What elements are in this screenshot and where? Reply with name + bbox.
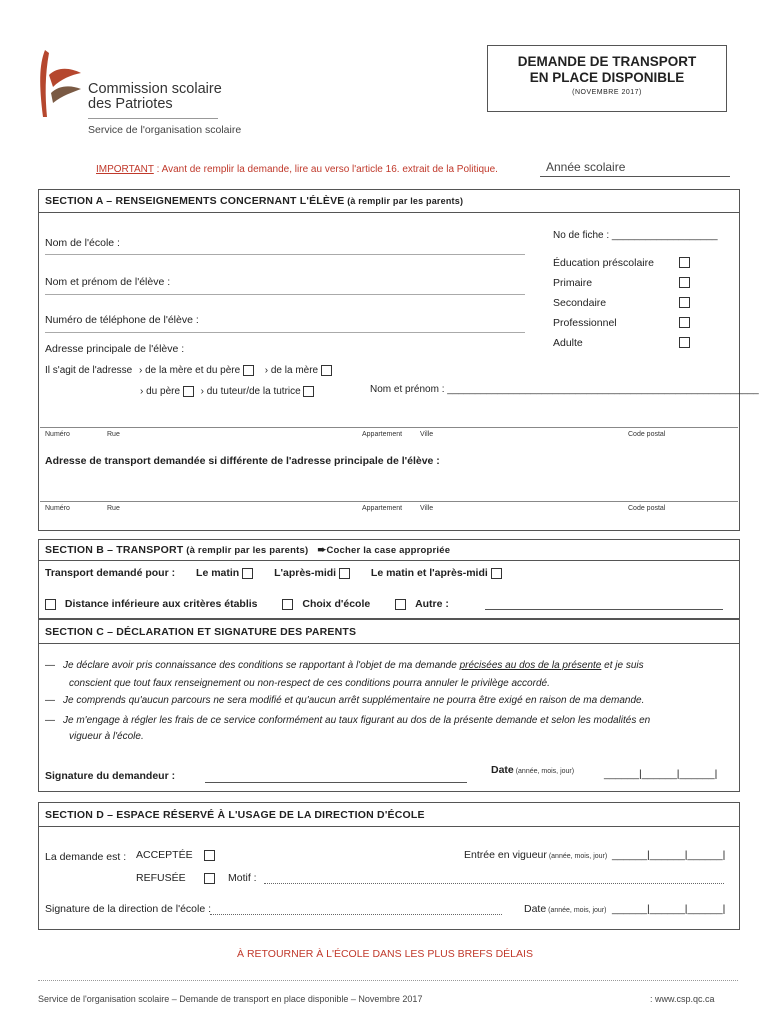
opt-morning: Le matin [196,567,240,579]
transport-requested-row: Transport demandé pour : Le matin L'après-midi Le matin et l'après-midi [45,567,502,579]
important-note [96,164,498,175]
section-b-title: SECTION B – TRANSPORT (à remplir par les parents) ➨Cocher la case appropriée [45,544,451,556]
reason-school-choice: Choix d'école [302,598,371,610]
date-field-c[interactable]: ______|______|______| [604,768,718,780]
addr2-col-apt: Appartement [362,505,403,512]
director-signature-field[interactable] [210,914,502,915]
org-service: Service de l'organisation scolaire [88,124,242,136]
address-label: Adresse principale de l'élève : [45,343,185,355]
addr2-col-number: Numéro [45,505,70,512]
opt-both: Le matin et l'après-midi [370,567,488,579]
checkbox-mother[interactable] [321,365,332,376]
level-primary[interactable]: Primaire [553,277,693,289]
level-preschool[interactable]: Éducation préscolaire [553,257,693,269]
addr-col-postal: Code postal [628,431,666,438]
signature-field[interactable] [205,782,467,783]
footer-left: Service de l'organisation scolaire – Demande de transport en place disponible – Novembre 2017 [38,994,423,1004]
logo-mark-icon [35,45,83,120]
school-year-label: Année scolaire [546,160,626,174]
opt-mother-father: de la mère et du père [145,365,241,377]
signature-label: Signature du demandeur : [45,770,176,782]
phone-label: Numéro de téléphone de l'élève : [45,314,199,326]
important-text: : Avant de remplir la demande, lire au verso l'article 16. extrait de la Politique. [153,164,498,175]
file-number[interactable]: No de fiche : ___________________ [553,230,718,241]
opt-afternoon: L'après-midi [274,567,337,579]
checkbox-accepted[interactable] [204,850,215,861]
parent-name-field[interactable]: Nom et prénom : ________________________________________________________ [370,384,759,395]
declaration-1: — Je déclare avoir pris connaissance des conditions se rapportant à l'objet de ma demande précisées au dos de la présente et je suis conscient que tout faux renseignement ou non-respect de ces conditions pourra annuler le privilège accordé. [45,660,644,689]
transport-address-label: Adresse de transport demandée si différente de l'adresse principale de l'élève : [45,455,440,467]
hand-pointer-icon: ➨ [317,544,327,556]
effective-date-field[interactable]: ______|______|______| [612,849,726,861]
phone-field[interactable] [45,332,525,333]
addr2-col-city: Ville [420,505,434,512]
addr-col-number: Numéro [45,431,70,438]
level-secondary[interactable]: Secondaire [553,297,693,309]
other-reason-field[interactable] [485,609,723,610]
addr-col-apt: Appartement [362,431,403,438]
date-label-d: Date (année, mois, jour) [524,903,607,915]
checkbox[interactable] [679,317,690,328]
level-professional[interactable]: Professionnel [553,317,693,329]
reason-label: Motif : [228,872,257,884]
checkbox-refused[interactable] [204,873,215,884]
checkbox-father[interactable] [183,386,194,397]
request-is-label: La demande est : [45,851,127,863]
checkbox-distance[interactable] [45,599,56,610]
refused-label: REFUSÉE [136,872,186,884]
reason-field[interactable] [264,883,724,884]
school-year-field[interactable] [540,176,730,177]
checkbox-other[interactable] [395,599,406,610]
checkbox[interactable] [679,297,690,308]
title-line2: EN PLACE DISPONIBLE [529,70,685,85]
opt-father: du père [146,386,181,398]
return-note: À RETOURNER À L'ÉCOLE DANS LES PLUS BREFS DÉLAIS [237,948,533,960]
checkbox[interactable] [679,337,690,348]
school-name-label: Nom de l'école : [45,237,120,249]
student-name-label: Nom et prénom de l'élève : [45,276,171,288]
bullet-dash-icon: — [45,660,55,671]
date-field-d[interactable]: ______|______|______| [612,903,726,915]
bullet-dash-icon: — [45,715,55,726]
address-of-row: Il s'agit de l'adresse › de la mère et du père › de la mère [45,365,332,376]
checkbox-mother-father[interactable] [243,365,254,376]
effective-date-label: Entrée en vigueur (année, mois, jour) [464,849,608,861]
title-box [487,45,727,112]
student-name-field[interactable] [45,294,525,295]
opt-guardian: du tuteur/de la tutrice [206,386,301,398]
reason-distance: Distance inférieure aux critères établis [64,598,258,610]
title-date: (NOVEMBRE 2017) [572,89,642,96]
school-name-field[interactable] [45,254,525,255]
addr2-col-postal: Code postal [628,505,666,512]
important-label: IMPORTANT [96,164,154,175]
checkbox-afternoon[interactable] [339,568,350,579]
section-a-title: SECTION A – RENSEIGNEMENTS CONCERNANT L'ÉLÈVE (à remplir par les parents) [45,195,464,207]
org-name [88,82,222,112]
logo [35,45,83,120]
checkbox-guardian[interactable] [303,386,314,397]
section-d-title: SECTION D – ESPACE RÉSERVÉ À L'USAGE DE LA DIRECTION D'ÉCOLE [45,809,425,821]
reasons-row [45,598,449,610]
footer-website[interactable]: : www.csp.qc.ca [650,994,715,1004]
addr-col-street: Rue [107,431,120,438]
org-line1: Commission scolaire [88,81,222,97]
title-line1: DEMANDE DE TRANSPORT [517,54,697,69]
checkbox-both[interactable] [491,568,502,579]
addr-col-city: Ville [420,431,434,438]
level-adult[interactable]: Adulte [553,337,693,349]
director-signature-label: Signature de la direction de l'école : [45,903,212,915]
section-c-title: SECTION C – DÉCLARATION ET SIGNATURE DES PARENTS [45,626,357,638]
opt-mother: de la mère [270,365,319,377]
address-of-row2: › du père › du tuteur/de la tutrice [140,386,314,397]
checkbox[interactable] [679,277,690,288]
checkbox-school-choice[interactable] [282,599,293,610]
bullet-dash-icon: — [45,695,55,706]
checkbox-morning[interactable] [242,568,253,579]
declaration-3: — Je m'engage à régler les frais de ce service conformément au taux figurant au dos de la présente demande et selon les modalités en vigueur à l'école. [45,715,651,742]
checkbox[interactable] [679,257,690,268]
reason-other: Autre : [415,598,449,610]
accepted-label: ACCEPTÉE [136,849,193,861]
org-line2: des Patriotes [88,96,173,112]
date-label-c: Date (année, mois, jour) [491,764,575,776]
declaration-2: — Je comprends qu'aucun parcours ne sera modifié et qu'aucun arrêt supplémentaire ne pourra être exigé en raison de ma demande. [45,695,645,706]
addr2-col-street: Rue [107,505,120,512]
